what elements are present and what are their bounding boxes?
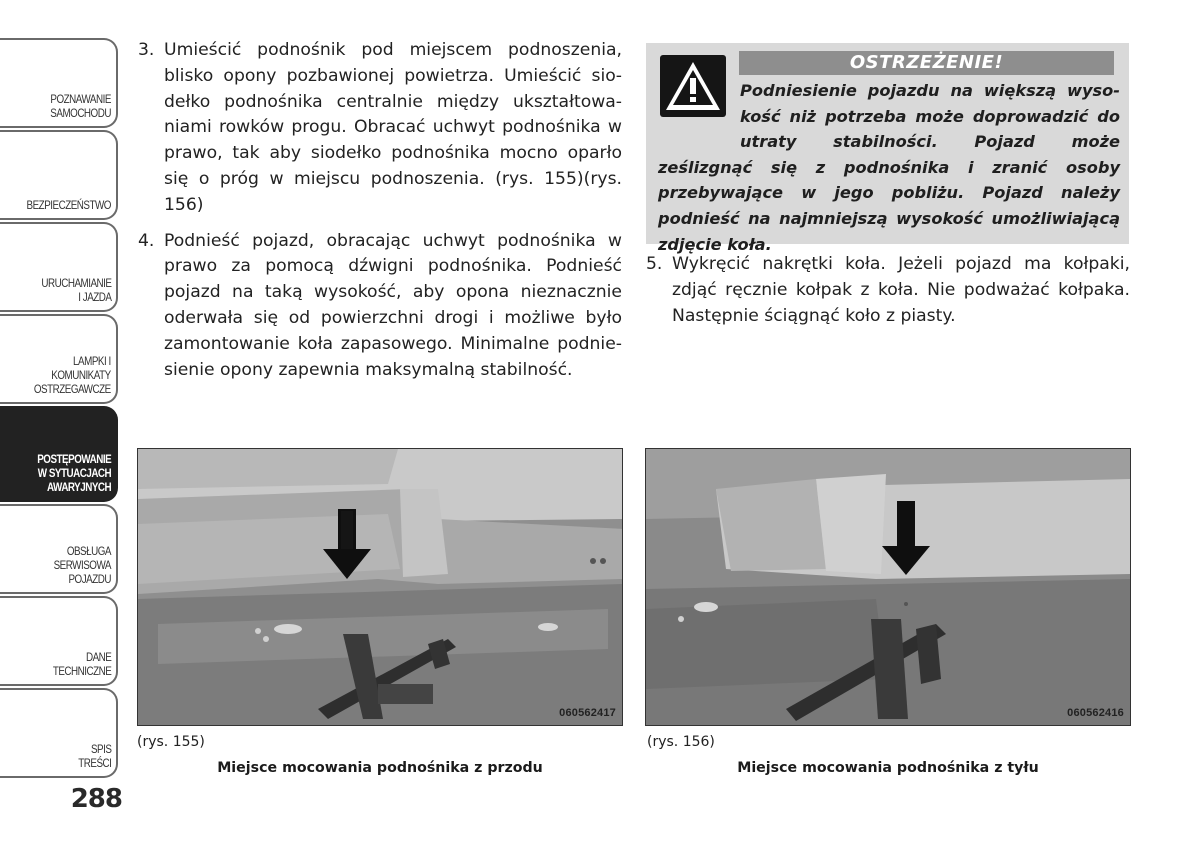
step-5 [646,252,1130,329]
figure-155-jack-front [137,448,623,726]
step-number: 5. [646,254,663,274]
step-text: Wykręcić nakrętki koła. Jeżeli pojazd ma kołpaki, zdjąć ręcznie kołpak z koła. Nie podważać kołpaka. Następnie ściągnąć koło z piasty. [672,254,1130,326]
tab-dane-techniczne[interactable] [0,596,118,686]
step-number: 3. [138,40,155,60]
instructions-right-column [646,252,1130,339]
tab-label: POZNAWANIE SAMOCHODU [50,92,111,120]
figure-156-jack-rear [645,448,1131,726]
warning-text: Podniesienie pojazdu na większą wysokość niż potrzeba może doprowadzić do utraty stabilności. Pojazd może ześlizgnąć się z podnośnika i zranić osoby przebywające w jego pobliżu. Pojazd należy podnieść na najmniejszą wysokość umożliwiającą zdjęcie koła. [658,81,1120,254]
tab-postepowanie-w-sytuacjach-awaryjnych[interactable] [0,406,118,502]
step-number: 4. [138,230,155,251]
instructions-left-column [138,38,622,393]
warning-box [646,43,1129,254]
figure-code: 060562416 [1067,707,1124,719]
tab-bezpieczenstwo[interactable] [0,130,118,220]
warning-text-block [658,78,1120,257]
jack-point-rear-illustration [646,449,1131,726]
tab-label: LAMPKI I KOMUNIKATY OSTRZEGAWCZE [34,354,111,396]
figure-code: 060562417 [559,707,616,719]
tab-spis-tresci[interactable] [0,688,118,778]
tab-obsluga-serwisowa[interactable] [0,504,118,594]
figure-caption: Miejsce mocowania podnośnika z tyłu [737,760,1039,776]
tab-label: OBSŁUGA SERWISOWA POJAZDU [53,544,111,586]
tab-poznawanie-samochodu[interactable] [0,38,118,128]
tab-label: POSTĘPOWANIE W SYTUACJACH AWARYJNYCH [37,452,111,494]
tab-uruchamianie-i-jazda[interactable] [0,222,118,312]
figure-ref: (rys. 156) [647,734,715,750]
step-4 [138,229,622,384]
figure-ref: (rys. 155) [137,734,205,750]
tab-lampki-i-komunikaty[interactable] [0,314,118,404]
tab-label: BEZPIECZEŃSTWO [26,198,111,212]
figure-caption: Miejsce mocowania podnośnika z przodu [217,760,543,776]
jack-point-front-illustration [138,449,623,726]
step-text: Podnieść pojazd, obracając uchwyt podnośnika w prawo za pomocą dźwigni podnośnika. Podnieść pojazd na taką wysokość, aby opona nieznacznie oderwała się od powierzchni drogi i możliwe było zamontowanie koła zapasowego. Minimalne podniesienie opony zapewnia maksymalną stabilność. [164,230,622,380]
tab-label: URUCHAMIANIE I JAZDA [40,276,111,304]
step-text: Umieścić podnośnik pod miejscem podnoszenia, blisko opony pozbawionej powietrza. Umieścić siodełko podnośnika centralnie między ukształtowaniami rowków progu. Obracać uchwyt podnośnika w prawo, tak aby siodełko podnośnika mocno oparło się o próg w miejscu podnoszenia. (rys. 155)(rys. 156) [164,40,622,215]
step-3 [138,38,622,219]
tab-label: DANE TECHNICZNE [52,650,111,678]
tab-label: SPIS TREŚCI [77,742,111,770]
warning-title: OSTRZEŻENIE! [739,51,1114,75]
page-number: 288 [70,784,122,814]
